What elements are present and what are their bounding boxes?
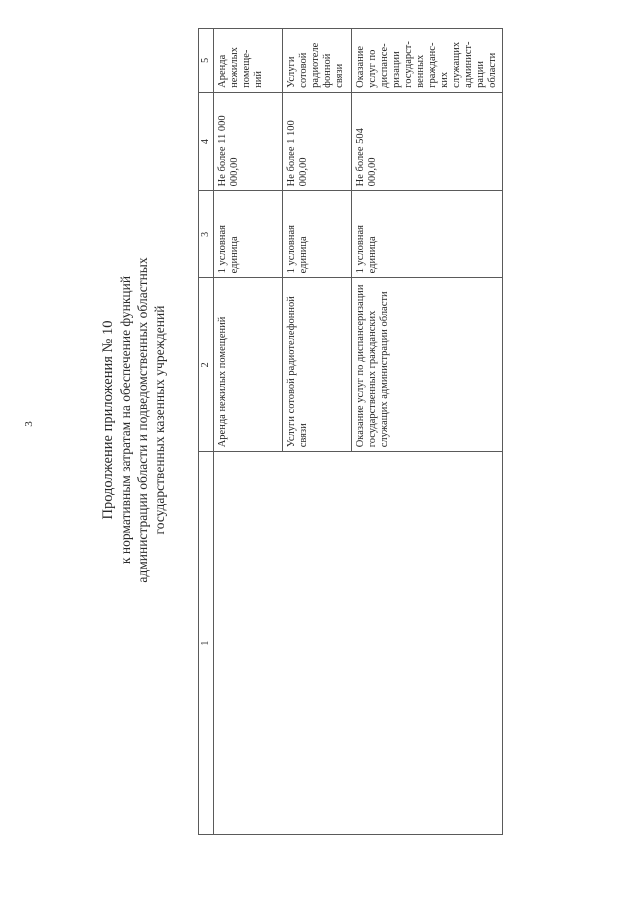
table-cell-name: Аренда нежилых помещений bbox=[214, 278, 283, 452]
rotated-content bbox=[100, 5, 570, 835]
table-cell-cost: Не более 504 000,00 bbox=[352, 92, 503, 191]
header-cell-4: 4 bbox=[199, 92, 214, 191]
norms-table bbox=[198, 28, 503, 835]
table-cell-note: Оказание услуг по диспансе-ризации государст-венных гражданс-ких служащих админист-рации области bbox=[352, 29, 503, 93]
table-row bbox=[214, 29, 283, 835]
heading-line-2: к нормативным затратам на обеспечение функций bbox=[118, 275, 133, 565]
heading-line-1: Продолжение приложения № 10 bbox=[100, 320, 116, 520]
table-cell-note: Услуги сотовой радиотеле фонной связи bbox=[283, 29, 352, 93]
table-cell-note: Аренда нежилых помеще-ний bbox=[214, 29, 283, 93]
table-cell-name: Услуги сотовой радиотелефонной связи bbox=[283, 278, 352, 452]
header-cell-1: 1 bbox=[199, 452, 214, 835]
table-cell-cost: Не более 1 100 000,00 bbox=[283, 92, 352, 191]
heading-line-4: государственных казенных учреждений bbox=[152, 305, 167, 535]
table-cell-col1 bbox=[214, 452, 503, 835]
table-cell-name: Оказание услуг по диспансеризации государственных гражданских служащих администрации области bbox=[352, 278, 503, 452]
header-cell-3: 3 bbox=[199, 191, 214, 278]
page-number: 3 bbox=[22, 421, 35, 427]
table-cell-cost: Не более 11 000 000,00 bbox=[214, 92, 283, 191]
table-header-row bbox=[199, 29, 214, 835]
heading-line-3: администрации области и подведомственных областных bbox=[135, 257, 150, 583]
table-cell-unit: 1 условная единица bbox=[214, 191, 283, 278]
header-cell-5: 5 bbox=[199, 29, 214, 93]
appendix-heading bbox=[100, 5, 168, 835]
header-cell-2: 2 bbox=[199, 278, 214, 452]
table-cell-unit: 1 условная единица bbox=[283, 191, 352, 278]
table-cell-unit: 1 условная единица bbox=[352, 191, 503, 278]
